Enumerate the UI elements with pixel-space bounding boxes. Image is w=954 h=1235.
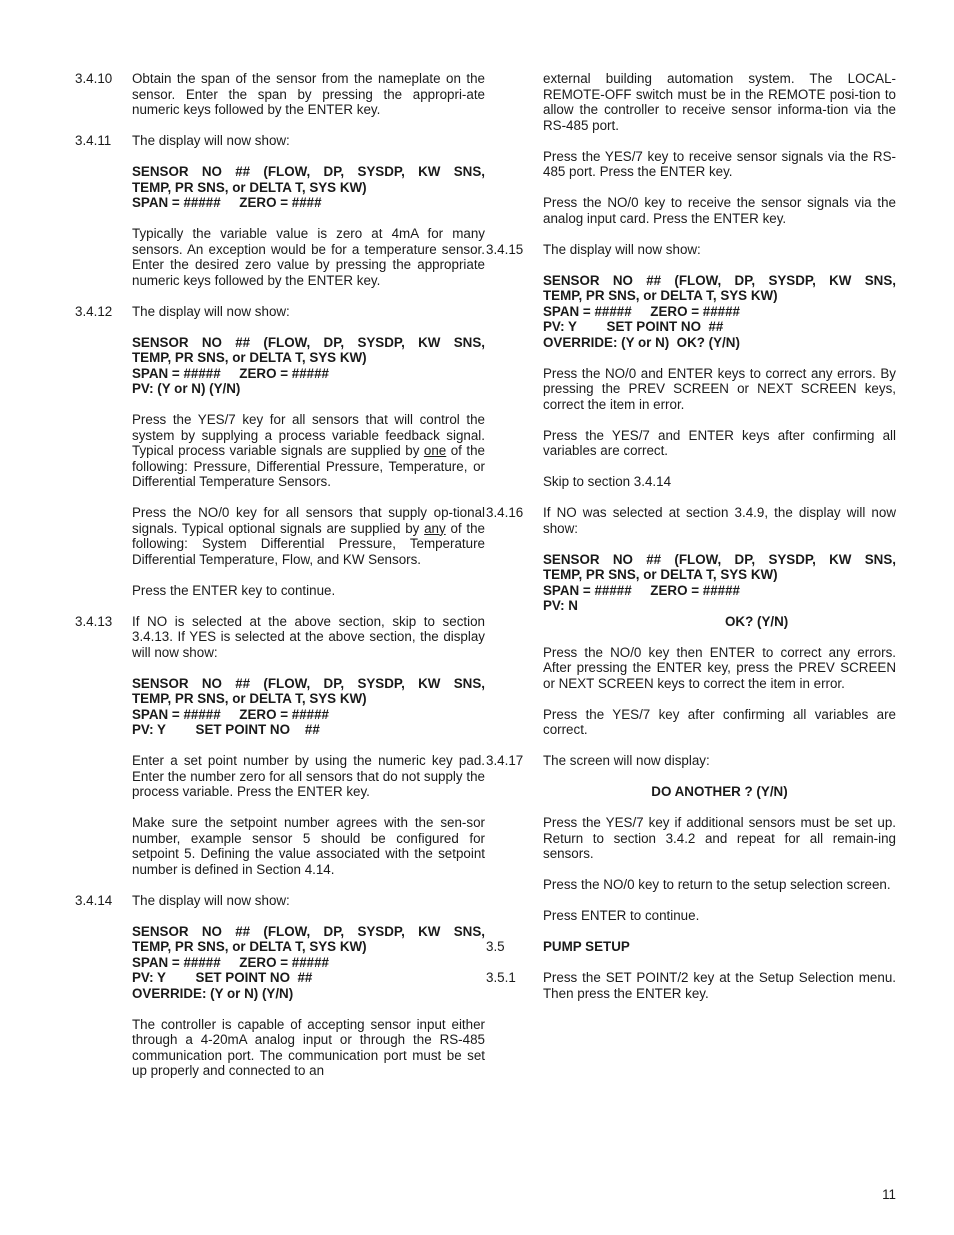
display-readout xyxy=(543,784,896,800)
section-3-4-14 xyxy=(75,893,485,1079)
display-line: SPAN = ##### ZERO = ##### xyxy=(543,582,741,598)
section-number: 3.4.12 xyxy=(75,303,113,319)
display-line: PV: (Y or N) (Y/N) xyxy=(132,381,241,396)
display-line: SENSOR NO ## (FLOW, DP, SYSDP, KW SNS, xyxy=(543,551,896,567)
section-3-5-1 xyxy=(486,970,896,1001)
paragraph: Press the YES/7 key if additional sensors must be set up. Return to section 3.4.2 and repeat for all remain-ing sensors. xyxy=(543,815,896,861)
paragraph: If NO is selected at the above section, skip to section 3.4.13. If YES is selected at the above section, the display will now show: xyxy=(132,613,485,660)
section-3-4-15 xyxy=(486,242,896,490)
display-line: TEMP, PR SNS, or DELTA T, SYS KW) xyxy=(543,567,778,582)
display-line: SENSOR NO ## (FLOW, DP, SYSDP, KW SNS, xyxy=(132,923,485,939)
section-heading: PUMP SETUP xyxy=(543,939,630,954)
section-3-4-16 xyxy=(486,505,896,738)
right-column xyxy=(486,71,896,1017)
text-run: of the following: Pressure, Differential Pressure, Temperature, or Differential Temperature Sensors. xyxy=(132,443,485,489)
page-number: 11 xyxy=(882,1187,896,1202)
section-number: 3.4.13 xyxy=(75,613,113,629)
paragraph: Press the YES/7 and ENTER keys after confirming all variables are correct. xyxy=(543,427,896,458)
paragraph: The display will now show: xyxy=(132,303,290,319)
underlined-word: one xyxy=(423,443,447,458)
paragraph: The screen will now display: xyxy=(543,753,710,768)
paragraph: The controller is capable of accepting sensor input either through a 4-20mA analog input or through the RS-485 communication port. The communication port must be set up properly and connected to an xyxy=(132,1016,485,1078)
paragraph: external building automation system. The LOCAL-REMOTE-OFF switch must be in the REMOTE posi-tion to allow the controller to receive sensor informa-tion via the RS-485 port. xyxy=(543,71,896,133)
display-line: SPAN = ##### ZERO = ##### xyxy=(132,365,330,381)
display-readout xyxy=(132,335,485,397)
display-line: TEMP, PR SNS, or DELTA T, SYS KW) xyxy=(543,288,778,303)
display-line: SPAN = ##### ZERO = #### xyxy=(132,195,322,210)
display-line: SENSOR NO ## (FLOW, DP, SYSDP, KW SNS, xyxy=(543,272,896,288)
section-number: 3.5 xyxy=(486,939,505,954)
text-run: Press the YES/7 key for all sensors that will control the system by supplying a process variable feedback signal. Typical process variable signals are supplied by xyxy=(132,412,485,458)
display-readout xyxy=(132,924,485,1002)
section-number: 3.4.15 xyxy=(486,241,524,257)
paragraph: Press the NO/0 key to return to the setup selection screen. xyxy=(543,877,891,892)
section-3-4-17 xyxy=(486,753,896,924)
paragraph: Obtain the span of the sensor from the nameplate on the sensor. Enter the span by pressing the appropri-ate numeric keys followed by the ENTER key. xyxy=(132,71,485,117)
text-run: of the following: System Differential Pressure, Temperature Differential Temperature, Flow, and KW Sensors. xyxy=(132,520,485,567)
display-line: TEMP, PR SNS, or DELTA T, SYS KW) xyxy=(132,350,367,365)
paragraph xyxy=(132,505,485,567)
display-line: SPAN = ##### ZERO = ##### xyxy=(543,303,741,319)
display-line: TEMP, PR SNS, or DELTA T, SYS KW) xyxy=(132,179,367,195)
left-column xyxy=(75,71,485,1094)
section-number: 3.4.10 xyxy=(75,71,113,86)
section-3-4-10 xyxy=(75,71,485,118)
paragraph: Skip to section 3.4.14 xyxy=(543,474,672,489)
display-line: PV: Y SET POINT NO ## xyxy=(132,722,320,737)
display-line: SPAN = ##### ZERO = ##### xyxy=(132,706,330,722)
display-line: OVERRIDE: (Y or N) OK? (Y/N) xyxy=(543,334,740,350)
underlined-word: any xyxy=(424,520,446,536)
section-3-5 xyxy=(486,939,896,955)
paragraph: The display will now show: xyxy=(132,133,290,148)
paragraph: Press the YES/7 key after confirming all variables are correct. xyxy=(543,706,896,737)
display-line: TEMP, PR SNS, or DELTA T, SYS KW) xyxy=(132,939,367,954)
paragraph: Press ENTER to continue. xyxy=(543,908,700,923)
display-line: OVERRIDE: (Y or N) (Y/N) xyxy=(132,985,294,1001)
section-3-4-12 xyxy=(75,304,485,599)
paragraph: If NO was selected at section 3.4.9, the display will now show: xyxy=(543,505,896,536)
display-line: TEMP, PR SNS, or DELTA T, SYS KW) xyxy=(132,691,367,706)
text-run: Press the NO/0 key for all sensors that supply op-tional signals. Typical optional signals are supplied by xyxy=(132,505,485,536)
paragraph: The display will now show: xyxy=(543,241,701,257)
section-number: 3.4.16 xyxy=(486,505,524,520)
display-line: PV: Y SET POINT NO ## xyxy=(543,319,724,334)
display-line: SENSOR NO ## (FLOW, DP, SYSDP, KW SNS, xyxy=(132,334,485,350)
paragraph: The display will now show: xyxy=(132,892,290,908)
paragraph: Enter a set point number by using the numeric key pad. Enter the number zero for all sensors that do not supply the process variable. Press the ENTER key. xyxy=(132,753,485,799)
paragraph xyxy=(132,412,485,490)
paragraph: Press the NO/0 key to receive the sensor signals via the analog input card. Press the ENTER key. xyxy=(543,195,896,226)
paragraph: Press the NO/0 and ENTER keys to correct any errors. By pressing the PREV SCREEN or NEXT SCREEN keys, correct the item in error. xyxy=(543,365,896,412)
display-line: PV: Y SET POINT NO ## xyxy=(132,970,313,985)
section-3-4-13 xyxy=(75,614,485,878)
display-readout xyxy=(543,273,896,351)
display-readout xyxy=(543,552,896,630)
paragraph: Press the YES/7 key to receive sensor signals via the RS-485 port. Press the ENTER key. xyxy=(543,148,896,179)
display-readout xyxy=(132,676,485,738)
display-readout xyxy=(132,164,485,211)
display-line: SENSOR NO ## (FLOW, DP, SYSDP, KW SNS, xyxy=(132,675,485,691)
paragraph: Make sure the setpoint number agrees with the sen-sor number, example sensor 5 should be configured for setpoint 5. Defining the value associated with the setpoint number is defined in Section 4.14. xyxy=(132,815,485,877)
section-number: 3.4.14 xyxy=(75,892,113,908)
display-line: DO ANOTHER ? (Y/N) xyxy=(651,784,788,799)
section-3-4-11 xyxy=(75,133,485,288)
display-line: PV: N xyxy=(543,598,578,613)
display-line: SPAN = ##### ZERO = ##### xyxy=(132,954,330,970)
continued-text xyxy=(486,71,896,226)
paragraph: Press the NO/0 key then ENTER to correct any errors. After pressing the ENTER key, press the PREV SCREEN or NEXT SCREEN keys to correct the item in error. xyxy=(543,644,896,691)
section-number: 3.4.17 xyxy=(486,753,524,768)
section-number: 3.5.1 xyxy=(486,970,516,985)
paragraph: Press the SET POINT/2 key at the Setup Selection menu. Then press the ENTER key. xyxy=(543,970,896,1001)
display-line: SENSOR NO ## (FLOW, DP, SYSDP, KW SNS, xyxy=(132,164,485,179)
paragraph: Press the ENTER key to continue. xyxy=(132,582,336,598)
display-line: OK? (Y/N) xyxy=(725,613,789,629)
section-number: 3.4.11 xyxy=(75,133,112,148)
paragraph: Typically the variable value is zero at 4mA for many sensors. An exception would be for a temperature sensor. Enter the desired zero value by pressing the appropriate numeric keys followed by the ENTER key. xyxy=(132,226,485,288)
